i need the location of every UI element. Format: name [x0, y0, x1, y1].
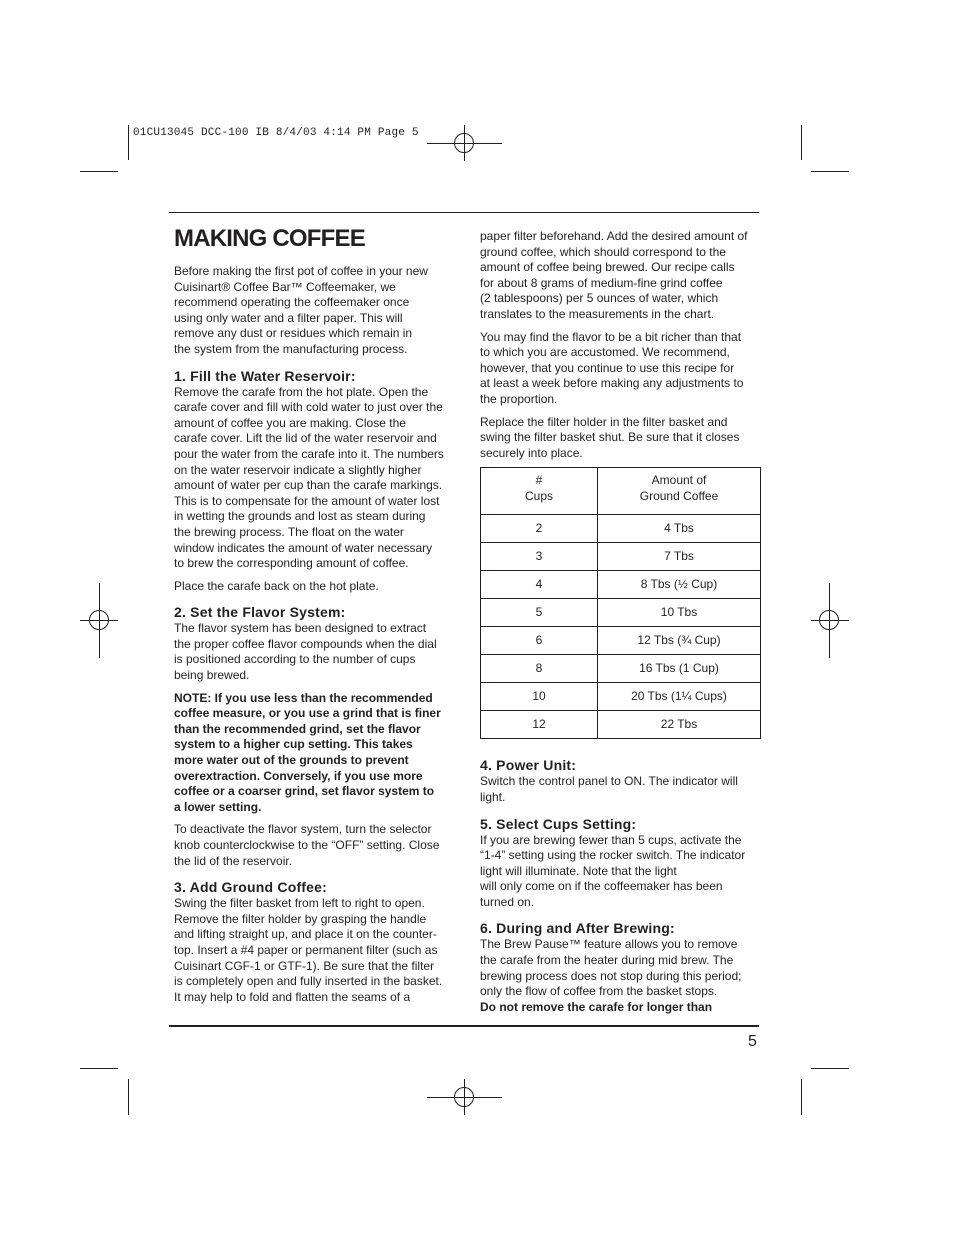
step2-body: The flavor system has been designed to extract the proper coffee flavor compounds when the dial is positioned according to the number of cups being brewed. [174, 621, 437, 683]
amount-cell: 12 Tbs (¾ Cup) [598, 627, 761, 655]
table-header-row [481, 468, 761, 515]
amount-cell: 10 Tbs [598, 599, 761, 627]
amount-cell: 7 Tbs [598, 543, 761, 571]
cups-cell: 6 [481, 627, 598, 655]
step2-heading: 2. Set the Flavor System: [174, 604, 346, 621]
table-row [481, 627, 761, 655]
amount-cell: 20 Tbs (1¼ Cups) [598, 683, 761, 711]
cups-cell: 4 [481, 571, 598, 599]
crop-mark [801, 1079, 802, 1115]
table-row [481, 571, 761, 599]
step1-body: Remove the carafe from the hot plate. Open the carafe cover and fill with cold water to just over the amount of coffee you are making. Close the carafe cover. Lift the lid of the water reservoir and pour the water from the carafe into it. The numbers on the water reservoir indicate a slightly higher amount of water per cup than the carafe markings. This is to compensate for the amount of water lost in wetting the grounds and lost as steam during the brewing process. The float on the water window indicates the amount of water necessary to brew the corresponding amount of coffee. [174, 384, 444, 571]
bottom-rule [169, 1025, 759, 1027]
page-title: MAKING COFFEE [174, 225, 365, 252]
step3-continued: paper filter beforehand. Add the desired amount of ground coffee, which should correspond to the amount of coffee being brewed. Our recipe calls for about 8 grams of medium-fine grind coffee (2 tablespoons) per 5 ounces of water, which translates to the measurements in the chart. [480, 229, 748, 321]
cups-cell: 12 [481, 711, 598, 739]
crop-mark [811, 1068, 849, 1069]
crop-mark [128, 1079, 129, 1115]
table-row [481, 683, 761, 711]
step3-replace: Replace the filter holder in the filter basket and swing the filter basket shut. Be sure that it closes securely into place. [480, 414, 740, 460]
print-slug: 01CU13045 DCC-100 IB 8/4/03 4:14 PM Page 5 [133, 127, 419, 139]
table-row [481, 543, 761, 571]
table-row [481, 599, 761, 627]
table-row [481, 515, 761, 543]
step6-warning: Do not remove the carafe for longer than [480, 999, 713, 1014]
step1-after: Place the carafe back on the hot plate. [174, 578, 379, 593]
step5-heading: 5. Select Cups Setting: [480, 815, 637, 832]
step5-body: If you are brewing fewer than 5 cups, activate the “1-4” setting using the rocker switch. The indicator light will illuminate. Note that the light will only come on if the coffeemaker has been turned on. [480, 832, 746, 909]
step1-heading: 1. Fill the Water Reservoir: [174, 367, 356, 384]
amount-cell: 4 Tbs [598, 515, 761, 543]
crop-mark [80, 1068, 118, 1069]
step6-body: The Brew Pause™ feature allows you to remove the carafe from the heater during mid brew. The brewing process does not stop during this period; only the flow of coffee from the basket stops. Do not remove the carafe for longer than [480, 937, 762, 1015]
top-rule [169, 212, 759, 213]
cups-cell: 8 [481, 655, 598, 683]
header-amount: Amount of Ground Coffee [598, 468, 761, 515]
step2-deactivate: To deactivate the flavor system, turn the selector knob counterclockwise to the “OFF” setting. Close the lid of the reservoir. [174, 822, 440, 868]
step6-heading: 6. During and After Brewing: [480, 920, 675, 937]
intro-paragraph: Before making the first pot of coffee in your new Cuisinart® Coffee Bar™ Coffeemaker, we recommend operating the coffeemaker once using only water and a filter paper. This will remove any dust or residues which remain in the system from the manufacturing process. [174, 264, 428, 356]
step2-note: NOTE: If you use less than the recommended coffee measure, or you use a grind that is finer than the recommended grind, set the flavor system to a higher cup setting. This takes more water out of the grounds to prevent overextraction. Conversely, if you use more coffee or a coarser grind, set flavor system to a lower setting. [174, 690, 441, 814]
step3-richer: You may find the flavor to be a bit richer than that to which you are accustomed. We recommend, however, that you continue to use this recipe for at least a week before making any adjustments to the proportion. [480, 329, 744, 406]
page-number: 5 [748, 1033, 757, 1050]
step4-heading: 4. Power Unit: [480, 757, 577, 774]
step3-body: Swing the filter basket from left to right to open. Remove the filter holder by grasping the handle and lifting straight up, and place it on the counter- top. Insert a #4 paper or permanent filter (such as Cuisinart CGF-1 or GTF-1). Be sure that the filter is completely open and fully inserted in the basket. It may help to fold and flatten the seams of a [174, 896, 443, 1004]
step4-body: Switch the control panel to ON. The indicator will light. [480, 774, 738, 804]
cups-cell: 3 [481, 543, 598, 571]
amount-cell: 22 Tbs [660, 717, 698, 732]
cups-cell: 10 [481, 683, 598, 711]
cups-cell: 2 [481, 515, 598, 543]
left-column [174, 226, 450, 1012]
crop-mark [801, 125, 802, 160]
cups-cell: 5 [481, 599, 598, 627]
coffee-measure-table [480, 467, 761, 739]
crop-mark [80, 171, 118, 172]
right-column [480, 229, 762, 1022]
table-row [481, 655, 761, 683]
crop-mark [811, 171, 849, 172]
crop-mark [128, 125, 129, 160]
table-row [481, 711, 761, 739]
amount-cell: 8 Tbs (½ Cup) [598, 571, 761, 599]
header-cups: # Cups [481, 468, 598, 515]
amount-cell: 16 Tbs (1 Cup) [598, 655, 761, 683]
step3-heading: 3. Add Ground Coffee: [174, 879, 328, 896]
